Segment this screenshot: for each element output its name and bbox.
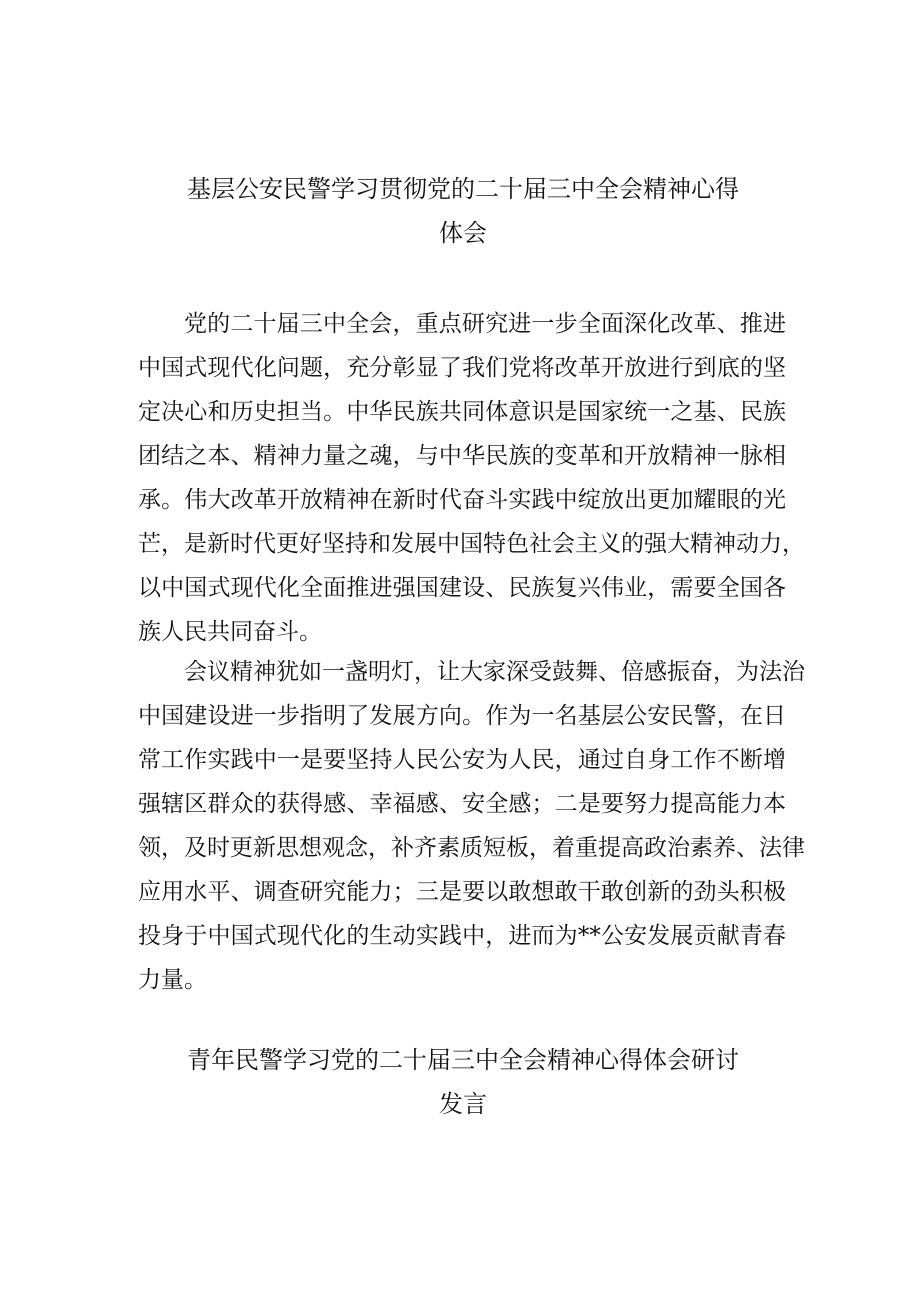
paragraph-line: 中国式现代化问题，充分彰显了我们党将改革开放进行到底的坚 [138,355,786,381]
paragraph-line: 定决心和历史担当。中华民族共同体意识是国家统一之基、民族 [138,399,786,425]
article-1-paragraph-1 [138,302,805,654]
paragraph-line: 应用水平、调查研究能力；三是要以敢想敢干敢创新的劲头积极 [138,879,786,905]
paragraph-line: 会议精神犹如一盏明灯，让大家深受鼓舞、倍感振奋，为法治 [184,659,805,685]
paragraph-line: 常工作实践中一是要坚持人民公安为人民，通过自身工作不断增 [138,747,786,773]
article-2-title [138,1038,788,1126]
paragraph-line: 团结之本、精神力量之魂，与中华民族的变革和开放精神一脉相 [138,443,786,469]
article-2-title-line: 发言 [439,1090,487,1118]
paragraph-line: 以中国式现代化全面推进强国建设、民族复兴伟业，需要全国各 [138,575,786,601]
article-1-paragraph-2 [138,650,805,1002]
paragraph-line: 党的二十届三中全会，重点研究进一步全面深化改革、推进 [184,311,786,337]
article-1-title-line: 体会 [439,219,487,247]
paragraph-line: 领，及时更新思想观念，补齐素质短板，着重提高政治素养、法律 [138,835,805,861]
paragraph-line: 力量。 [138,967,207,993]
paragraph-line: 芒，是新时代更好坚持和发展中国特色社会主义的强大精神动力， [138,531,805,557]
paragraph-line: 中国建设进一步指明了发展方向。作为一名基层公安民警，在日 [138,703,786,729]
article-2-title-line: 青年民警学习党的二十届三中全会精神心得体会研讨 [187,1046,739,1074]
paragraph-line: 投身于中国式现代化的生动实践中，进而为**公安发展贡献青春 [138,923,786,949]
paragraph-line: 强辖区群众的获得感、幸福感、安全感；二是要努力提高能力本 [138,791,786,817]
article-1-title-line: 基层公安民警学习贯彻党的二十届三中全会精神心得 [187,175,739,203]
paragraph-line: 族人民共同奋斗。 [138,619,322,645]
paragraph-line: 承。伟大改革开放精神在新时代奋斗实践中绽放出更加耀眼的光 [138,487,786,513]
article-1-title [138,167,788,255]
